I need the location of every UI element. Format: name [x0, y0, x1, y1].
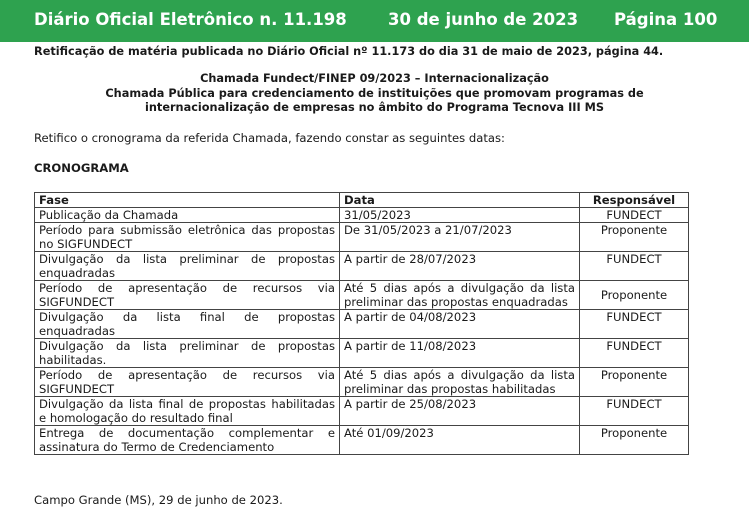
table-row — [35, 339, 689, 368]
cell-fase: Divulgação da lista preliminar de propostas habilitadas. — [35, 339, 340, 368]
cell-fase: Divulgação da lista final de propostas enquadradas — [35, 310, 340, 339]
issue-date: 30 de junho de 2023 — [388, 10, 579, 29]
intro-paragraph: Retifico o cronograma da referida Chamada, fazendo constar as seguintes datas: — [34, 131, 505, 145]
page-header — [0, 0, 749, 42]
cell-data: Até 5 dias após a divulgação da lista preliminar das propostas enquadradas — [340, 281, 580, 310]
cell-fase: Período de apresentação de recursos via SIGFUNDECT — [35, 368, 340, 397]
cell-fase: Publicação da Chamada — [35, 208, 340, 223]
cell-data: A partir de 25/08/2023 — [340, 397, 580, 426]
cell-fase: Entrega de documentação complementar e assinatura do Termo de Credenciamento — [35, 426, 340, 455]
signoff-location-date: Campo Grande (MS), 29 de junho de 2023. — [34, 493, 283, 507]
cell-data: A partir de 04/08/2023 — [340, 310, 580, 339]
cell-data: Até 01/09/2023 — [340, 426, 580, 455]
table-row — [35, 252, 689, 281]
cell-responsavel: FUNDECT — [580, 252, 689, 281]
heading-line-2: Chamada Pública para credenciamento de instituições que promovam programas de — [105, 87, 644, 100]
cell-responsavel: FUNDECT — [580, 339, 689, 368]
table-header-row — [35, 193, 689, 208]
cell-responsavel: Proponente — [580, 368, 689, 397]
cell-fase: Período de apresentação de recursos via SIGFUNDECT — [35, 281, 340, 310]
schedule-table — [34, 192, 689, 455]
cell-responsavel: Proponente — [580, 281, 689, 310]
cell-data: De 31/05/2023 a 21/07/2023 — [340, 223, 580, 252]
cell-fase: Divulgação da lista final de propostas habilitadas e homologação do resultado final — [35, 397, 340, 426]
page-number: Página 100 — [614, 10, 718, 29]
column-header-fase: Fase — [35, 193, 340, 208]
table-row — [35, 310, 689, 339]
cell-responsavel: FUNDECT — [580, 397, 689, 426]
table-row — [35, 397, 689, 426]
table-row — [35, 223, 689, 252]
cell-responsavel: Proponente — [580, 426, 689, 455]
heading-line-1: Chamada Fundect/FINEP 09/2023 – Internacionalização — [200, 72, 549, 85]
cell-fase: Divulgação da lista preliminar de propostas enquadradas — [35, 252, 340, 281]
cell-fase: Período para submissão eletrônica das propostas no SIGFUNDECT — [35, 223, 340, 252]
cell-data: Até 5 dias após a divulgação da lista preliminar das propostas habilitadas — [340, 368, 580, 397]
table-row — [35, 368, 689, 397]
cell-data: A partir de 11/08/2023 — [340, 339, 580, 368]
cell-responsavel: FUNDECT — [580, 208, 689, 223]
cell-data: A partir de 28/07/2023 — [340, 252, 580, 281]
table-row — [35, 426, 689, 455]
cell-data: 31/05/2023 — [340, 208, 580, 223]
table-row — [35, 208, 689, 223]
column-header-data: Data — [340, 193, 580, 208]
heading-line-3: internacionalização de empresas no âmbito do Programa Tecnova III MS — [145, 101, 604, 114]
retification-notice: Retificação de matéria publicada no Diário Oficial nº 11.173 do dia 31 de maio de 2023, página 44. — [34, 45, 664, 58]
table-row — [35, 281, 689, 310]
cell-responsavel: Proponente — [580, 223, 689, 252]
section-title: CRONOGRAMA — [34, 161, 129, 175]
cell-responsavel: FUNDECT — [580, 310, 689, 339]
journal-title: Diário Oficial Eletrônico n. 11.198 — [34, 10, 347, 29]
column-header-responsavel: Responsável — [580, 193, 689, 208]
